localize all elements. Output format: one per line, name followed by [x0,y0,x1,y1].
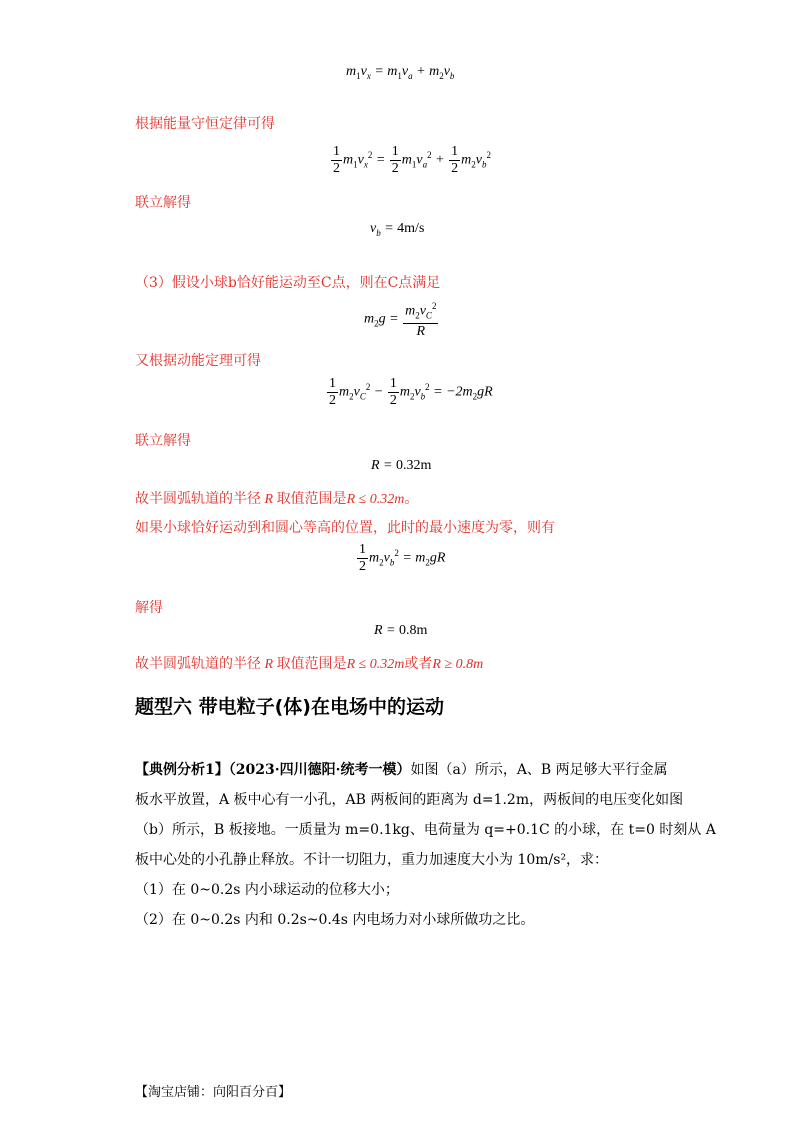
example-label: 【典例分析1】 [135,762,229,778]
question-2: （2）在 0~0.2s 内和 0.2s~0.4s 内电场力对小球所做功之比。 [135,912,535,928]
kinetic-equation: $\frac{1}{2}$ $m_2v_C^2$ − $\frac{1}{2}$ $m_2v_b^2 = -2m_2gR$ [329,376,493,408]
r-result-2: R = 0.8m [374,623,428,638]
range-statement-1: 故半圆弧轨道的半径 R 取值范围是R ≤ 0.32m。 [135,491,419,507]
example-problem [135,755,716,935]
if-condition-text: 如果小球恰好运动到和圆心等高的位置，此时的最小速度为零，则有 [135,520,555,536]
example-line-1: 【典例分析1】（2023·四川德阳·统考一模）如图（a）所示，A、B 两足够大平行金属 [135,762,668,778]
combine-solve-1: 联立解得 [135,195,191,211]
energy-intro: 根据能量守恒定律可得 [135,116,275,132]
energy-equation: $\frac{1}{2}$ $m_1v_x^2$ = $\frac{1}{2}$ $m_1v_a^2$ + $\frac{1}{2}$ $m_2v_b^2$ [333,144,491,176]
vb-result: $v_b = 4m/s$ [370,221,425,238]
kinetic-intro: 又根据动能定理可得 [135,353,261,369]
example-line-3: （b）所示，B 板接地。一质量为 m=0.1kg、电荷量为 q=+0.1C 的小球，在 t=0 时刻从 A [135,822,716,838]
combine-solve-2: 联立解得 [135,433,191,449]
example-source: （2023·四川德阳·统考一模） [228,762,411,778]
height-equation: $\frac{1}{2}$ $m_2v_b^2 = m_2gR$ [359,542,446,574]
footer-shop: 【淘宝店铺：向阳百分百】 [135,1085,292,1100]
range-statement-2: 故半圆弧轨道的半径 R 取值范围是R ≤ 0.32m或者R ≥ 0.8m [135,656,484,672]
question-1: （1）在 0~0.2s 内小球运动的位移大小； [135,882,399,898]
r-result-1: R = 0.32m [371,458,432,473]
circular-equation: $m_2g$ = $\frac{m_2v_C^2}{R}$ [364,298,439,340]
solve-label: 解得 [135,600,163,616]
section-title: 题型六 带电粒子(体)在电场中的运动 [135,696,444,718]
part3-text: （3）假设小球b恰好能运动至C点，则在C点满足 [135,275,441,291]
momentum-equation: $m_1v_x = m_1v_a + m_2v_b$ [346,64,455,81]
example-line-2: 板水平放置，A 板中心有一小孔，AB 两板间的距离为 d=1.2m，两板间的电压变化如图 [135,792,684,808]
example-line-4: 板中心处的小孔静止释放。不计一切阻力，重力加速度大小为 10m/s²，求： [135,852,609,868]
